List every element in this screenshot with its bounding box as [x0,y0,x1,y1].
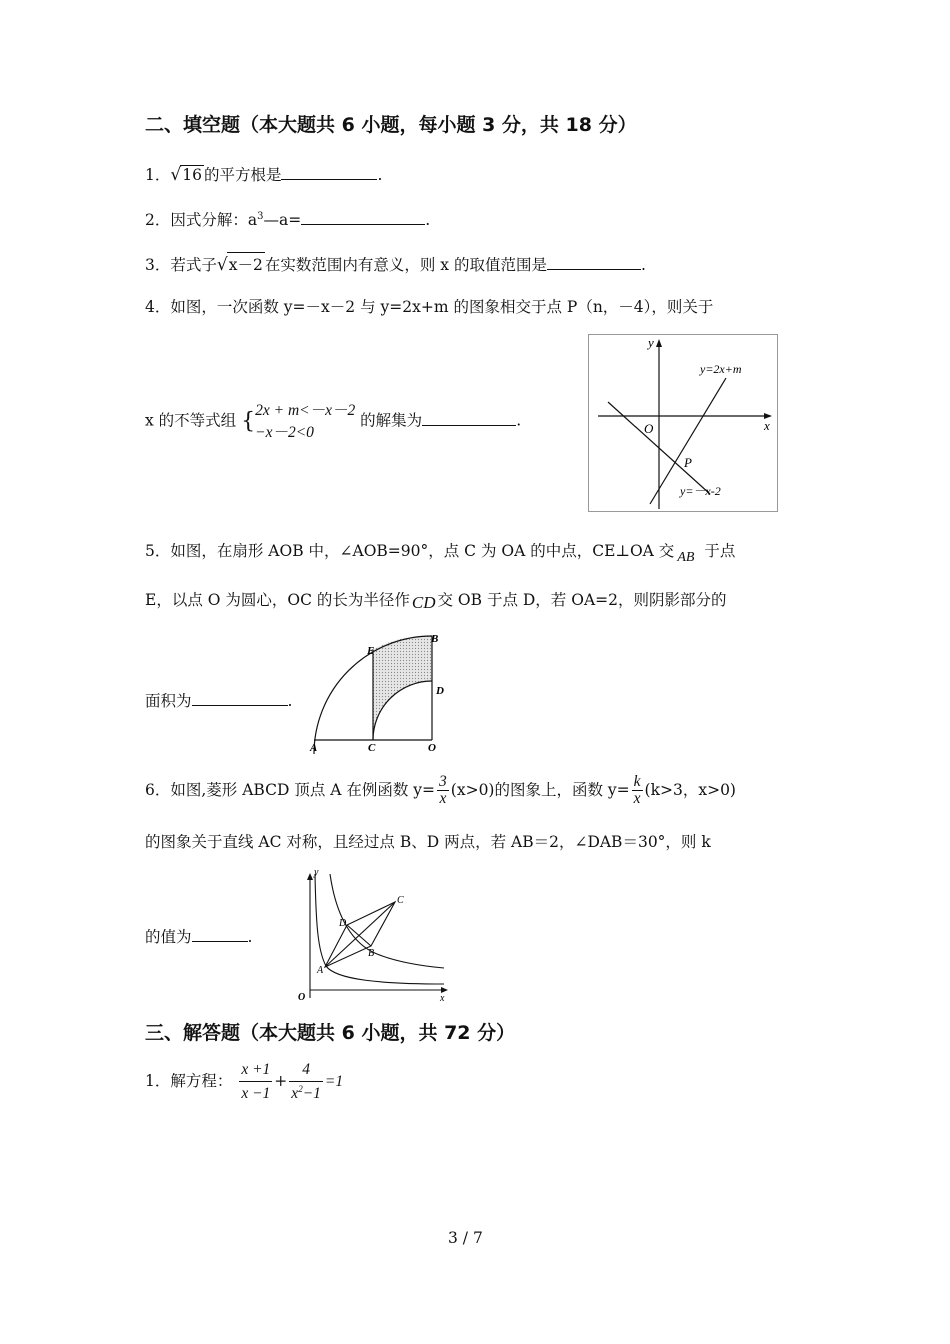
point-p-label: P [684,455,692,470]
question-number: 4． [145,298,171,316]
label-a: A [310,742,318,754]
question-4-line-2: x 的不等式组 { 2x + m<－x－2 −x－2<0 的解集为 . [145,400,521,443]
question-number: 3． [145,256,171,274]
question-4-line-1: 4．如图，一次函数 y=－x－2 与 y=2x+m 的图象相交于点 P（n，－4），则关于 [145,298,714,316]
answer-blank[interactable] [547,255,641,270]
question-number: 2． [145,211,171,229]
page-number: 3 / 7 [448,1229,483,1247]
question-3: 3．若式子√x－2 在实数范围内有意义，则 x 的取值范围是 . [145,252,646,275]
line-label-1: y=2x+m [700,362,742,376]
label-d: D [436,685,444,697]
question-5-line-1: 5．如图，在扇形 AOB 中，∠AOB=90°，点 C 为 OA 的中点，CE⊥OA 交 AB 于点 [145,542,736,565]
answer-blank[interactable] [192,691,288,706]
label-c: C [368,742,376,754]
question-6-line-1: 6．如图,菱形 ABCD 顶点 A 在例函数 y= $\frac{3}{x}$ (x>0)的图象上，函数 y= $\frac{k}{x}$ (k>3，x>0) [145,773,736,808]
inequality-2: −x－2<0 [255,423,314,441]
radicand: x－2 [227,252,265,275]
shaded-region [373,636,432,740]
label-b: B [368,948,375,959]
section-2-title: 二、填空题（本大题共 6 小题，每小题 3 分，共 18 分） [145,114,637,136]
line-label-2: y=－x-2 [680,484,721,498]
label-e: E [367,645,375,657]
inequality-1: 2x + m<－x－2 [255,402,356,419]
question-number: 1． [145,166,171,184]
answer-blank[interactable] [422,411,516,426]
label-o: O [428,742,436,754]
origin-label: O [644,421,654,436]
question-6-line-2: 的图象关于直线 AC 对称，且经过点 B、D 两点，若 AB＝2，∠DAB＝30°，则 k [145,833,711,851]
radicand: 16 [182,166,202,184]
x-axis-label: x [764,418,770,433]
answer-blank[interactable] [301,210,425,225]
y-axis-label: y [648,335,654,350]
sector-figure [300,626,460,756]
y-label: y [314,867,319,878]
curve-y-k-over-x [330,874,444,968]
question-number: 5． [145,542,171,560]
question-1: 1．√16 的平方根是 . [145,165,383,185]
x-label: x [440,993,445,1002]
linear-functions-graph [588,334,778,512]
answer-blank[interactable] [281,165,377,180]
problem-1: 1．解方程： $\frac{x +1}{x -1}$ + $\frac{4}{x^2-1}$ =1 [145,1058,343,1106]
label-d: D [339,918,347,929]
label-c: C [397,895,404,906]
origin-label: O [298,992,306,1002]
question-5-line-3: 面积为 . [145,692,293,710]
question-number: 6． [145,780,171,799]
label-b: B [431,633,439,645]
arc-cd: CD [411,593,436,612]
arc-ab: AB [677,550,695,565]
question-text: 的平方根是 [203,166,282,184]
question-5-line-2: E，以点 O 为圆心，OC 的长为半径作 CD 交 OB 于点 D，若 OA=2，则阴影部分的 [145,591,727,612]
question-number: 1． [145,1071,171,1090]
section-3-title: 三、解答题（本大题共 6 小题，共 72 分） [145,1022,516,1044]
question-6-line-3: 的值为 . [145,928,253,946]
question-2: 2．因式分解：$a^3—a=$ . [145,210,431,229]
label-a: A [317,965,324,976]
y-axis-arrow-icon [307,873,313,880]
rhombus-figure [292,866,454,1002]
answer-blank[interactable] [192,927,248,942]
curve-y-3-over-x [315,874,444,984]
